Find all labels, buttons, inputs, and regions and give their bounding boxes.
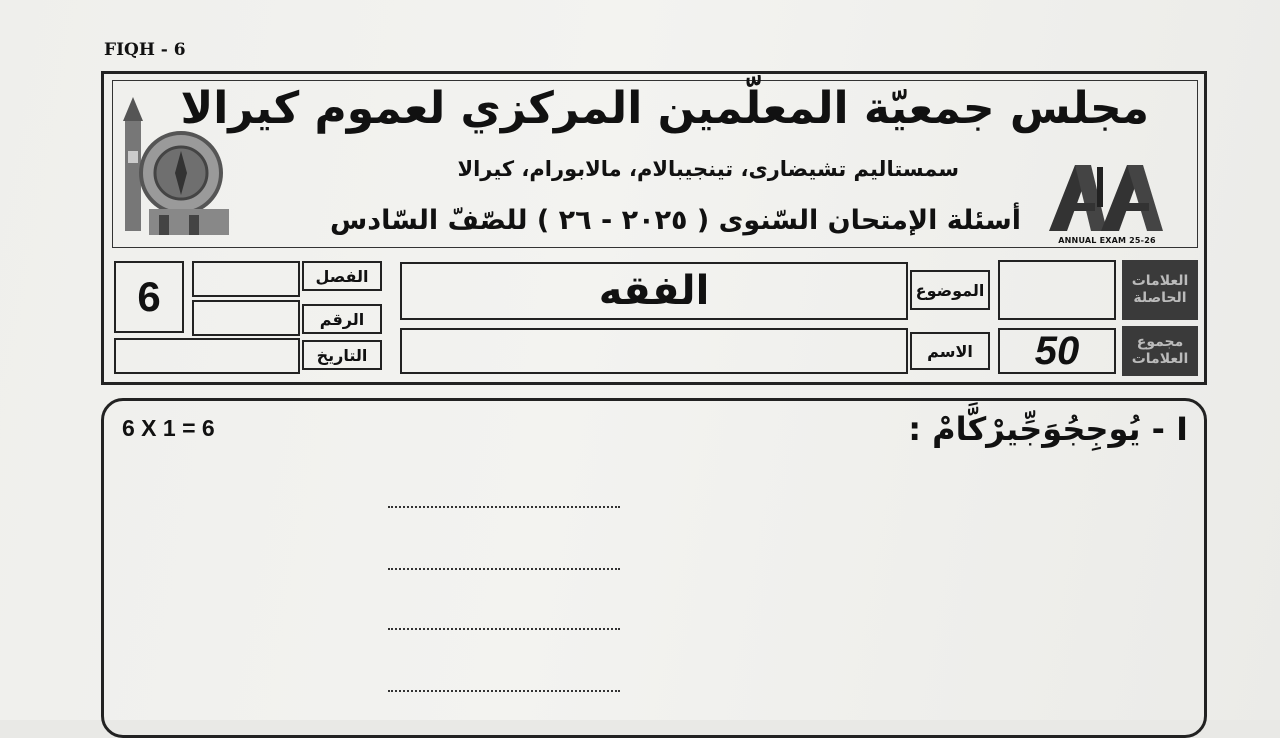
annual-exam-logo — [1045, 159, 1169, 245]
organization-address: سمستاليم تشيضارى، تينجيبالام، مالابورام، كيرالا — [457, 157, 959, 181]
exam-header — [101, 71, 1207, 385]
date-label: التاريخ — [302, 340, 382, 370]
answer-blank[interactable] — [388, 690, 620, 692]
question-section-frame — [101, 398, 1207, 738]
logo-caption: ANNUAL EXAM 25-26 — [1058, 236, 1156, 245]
answer-blank[interactable] — [388, 628, 620, 630]
roll-number-field[interactable] — [192, 300, 300, 336]
exam-title: أسئلة الإمتحان السّنوى ( ٢٠٢٥ - ٢٦ ) للصّفّ السّادس — [330, 205, 1021, 236]
subject-field: الفقه — [400, 262, 908, 320]
class-label: الفصل — [302, 261, 382, 291]
total-marks-value: 50 — [998, 328, 1116, 374]
aa-logo-icon — [1045, 159, 1169, 233]
answer-blank[interactable] — [388, 568, 620, 570]
answer-blank[interactable] — [388, 506, 620, 508]
class-number-box: 6 — [114, 261, 184, 333]
subject-label: الموضوع — [910, 270, 990, 310]
date-field[interactable] — [114, 338, 300, 374]
roll-number-label: الرقم — [302, 304, 382, 334]
document-code: FIQH - 6 — [104, 40, 186, 60]
obtained-marks-field[interactable] — [998, 260, 1116, 320]
organization-title: مجلس جمعيّة المعلّمين المركزي لعموم كيرالا — [180, 83, 1149, 134]
section-marks: 6 X 1 = 6 — [122, 415, 215, 441]
name-label: الاسم — [910, 332, 990, 370]
section-heading: I - يُوجِجُوَجِّيرْكَّامْ : — [908, 410, 1188, 448]
header-banner — [112, 80, 1198, 248]
total-marks-label: مجموع العلامات — [1122, 326, 1198, 376]
name-field[interactable] — [400, 328, 908, 374]
class-field[interactable] — [192, 261, 300, 297]
obtained-marks-label: العلامات الحاصلة — [1122, 260, 1198, 320]
